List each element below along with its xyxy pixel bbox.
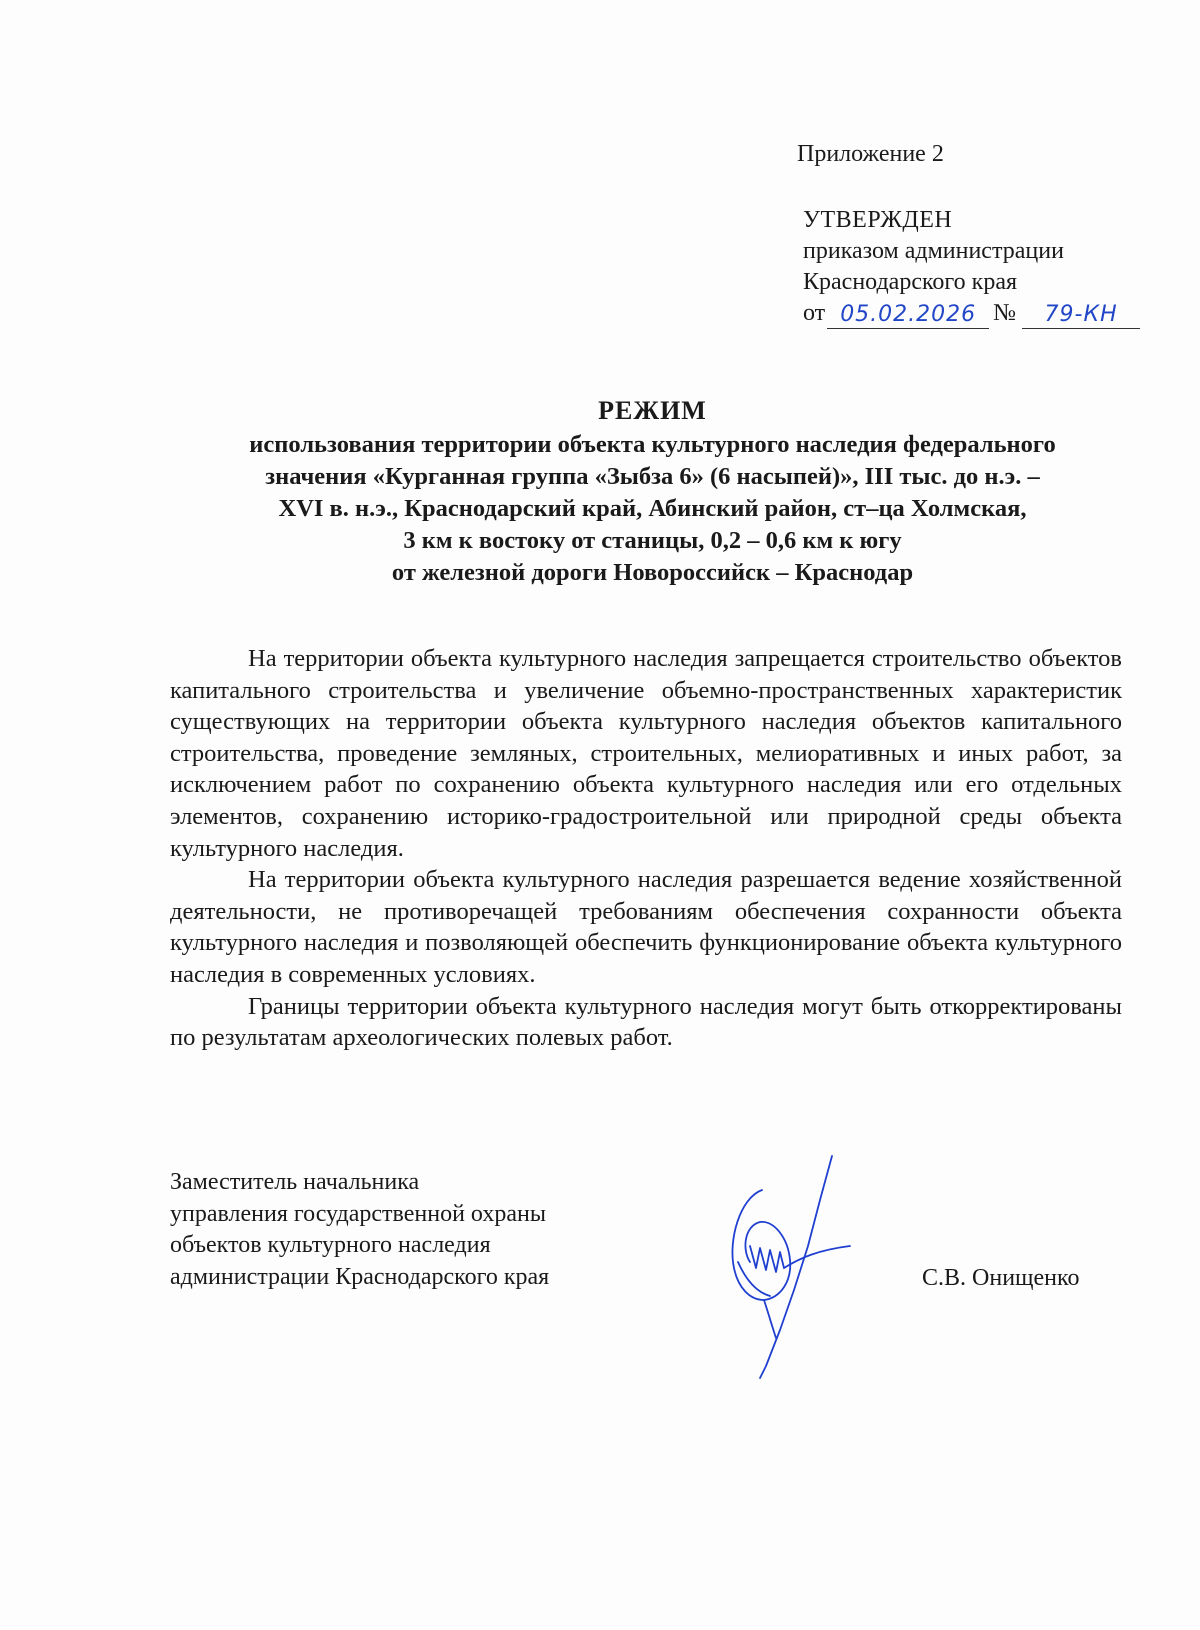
signer-position-line-4: администрации Краснодарского края xyxy=(170,1263,550,1290)
order-date-number-line xyxy=(803,298,1140,329)
approval-stamp xyxy=(803,205,1140,329)
handwritten-signature xyxy=(720,1150,870,1380)
title-line-2: значения «Курганная группа «Зыбза 6» (6 насыпей)», III тыс. до н.э. – xyxy=(265,463,1040,490)
approved-heading: УТВЕРЖДЕН xyxy=(803,207,953,233)
document-title xyxy=(120,395,1185,589)
signer-position xyxy=(170,1167,549,1293)
body-paragraph-1: На территории объекта культурного наследия запрещается строительство объектов капитального строительства и увеличение объемно-пространственных характеристик существующих на территории объекта культурного наследия объектов капитального строительства, проведение земляных, строительных, мелиоративных и иных работ, за исключением работ по сохранению объекта культурного наследия или его отдельных элементов, сохранению историко-градостроительной или природной среды объекта культурного наследия. xyxy=(170,645,1122,862)
document-body xyxy=(170,643,1122,1054)
title-line-4: 3 км к востоку от станицы, 0,2 – 0,6 км к югу xyxy=(403,527,902,554)
signer-position-line-2: управления государственной охраны xyxy=(170,1200,546,1227)
order-number-handwritten: 79-КН xyxy=(1022,302,1140,329)
appendix-label: Приложение 2 xyxy=(797,141,944,167)
title-line-3: XVI в. н.э., Краснодарский край, Абинский район, ст–ца Холмская, xyxy=(278,495,1027,522)
signer-name: С.В. Онищенко xyxy=(922,1265,1080,1291)
title-line-5: от железной дороги Новороссийск – Краснодар xyxy=(391,559,914,586)
number-prefix: № xyxy=(993,300,1017,326)
approved-by-line-2: Краснодарского края xyxy=(803,269,1018,295)
body-paragraph-2: На территории объекта культурного наследия разрешается ведение хозяйственной деятельности, не противоречащей требованиям обеспечения сохранности объекта культурного наследия и позволяющей обеспечить функционирование объекта культурного наследия в современных условиях. xyxy=(170,866,1122,988)
body-paragraph-3: Границы территории объекта культурного наследия могут быть откорректированы по результатам археологических полевых работ. xyxy=(170,992,1122,1052)
date-prefix: от xyxy=(803,300,826,326)
approved-by-line-1: приказом администрации xyxy=(803,238,1064,264)
title-line-1: использования территории объекта культурного наследия федерального xyxy=(249,431,1056,458)
order-date-handwritten: 05.02.2026 xyxy=(827,302,989,329)
signer-position-line-3: объектов культурного наследия xyxy=(170,1232,491,1258)
title-heading: РЕЖИМ xyxy=(598,396,707,425)
signer-position-line-1: Заместитель начальника xyxy=(170,1169,420,1195)
